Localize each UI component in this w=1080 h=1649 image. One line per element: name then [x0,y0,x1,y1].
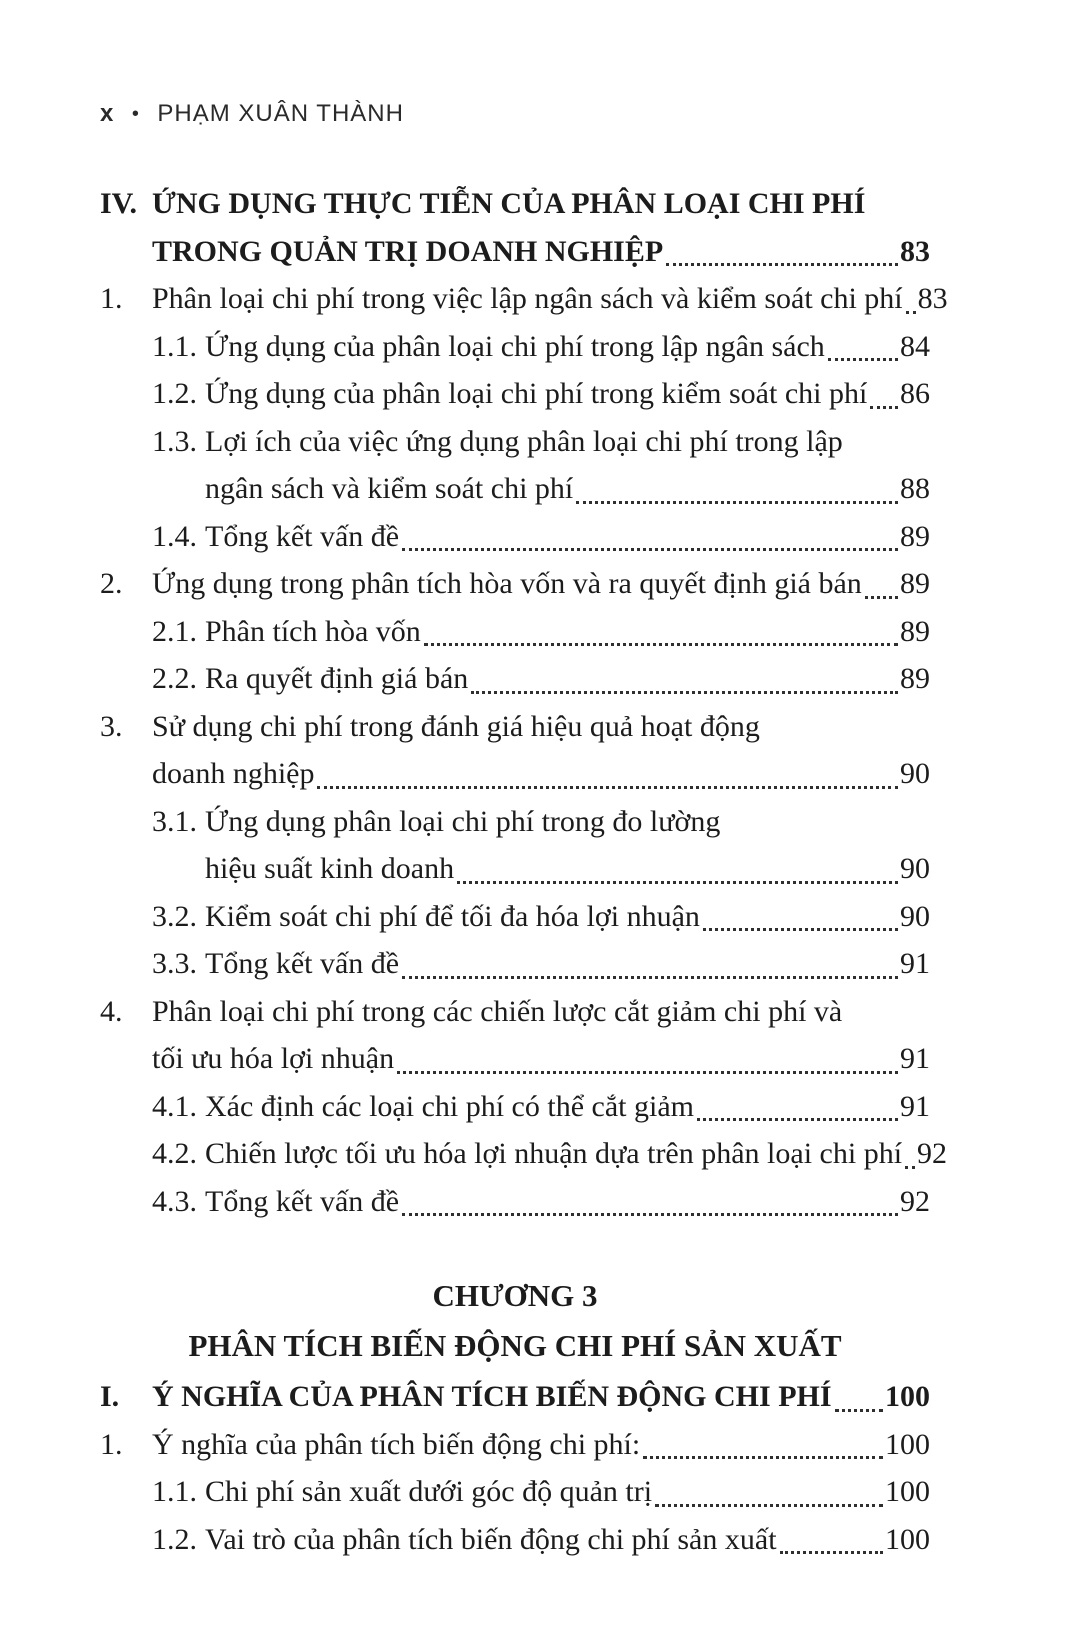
toc-entry-number: 1. [100,1427,123,1461]
toc-entry-text: tối ưu hóa lợi nhuận [152,1042,395,1075]
toc-entry-number [100,465,205,513]
toc-entry-number: IV. [100,187,137,220]
toc-entry-number: 1.2. [152,1522,197,1556]
toc-entry [100,940,930,988]
toc-page-number: 91 [900,1042,930,1075]
toc-page-number: 90 [900,852,930,885]
toc-entry [100,845,930,893]
toc-entry-text: Lợi ích của việc ứng dụng phân loại chi phí trong lập [205,424,843,458]
toc-entry-body [205,323,930,371]
toc-page-number: 91 [900,1089,930,1123]
toc-entry [100,275,948,323]
toc-entry-body [205,845,930,893]
toc-entry-body [205,940,930,988]
toc-entry-body [152,1373,930,1421]
dotted-leader [703,893,898,932]
toc-entry [100,180,930,228]
toc-entry-text: Phân tích hòa vốn [205,614,421,648]
toc-entry-text: Ý nghĩa của phân tích biến động chi phí: [152,1427,641,1461]
toc-entry-body [205,655,930,703]
toc-page-number: 89 [900,519,930,553]
header-bullet-separator: • [131,102,140,125]
toc-entry-text: Chiến lược tối ưu hóa lợi nhuận dựa trên phân loại chi phí [205,1137,903,1170]
toc-page-number: 83 [900,234,930,268]
dotted-leader [397,1035,898,1074]
toc-entry-text: Tổng kết vấn đề [205,947,400,980]
toc-entry [100,1035,930,1083]
toc-entry-number: 2. [100,567,123,600]
toc-entry [100,228,930,276]
toc-entry-number: 3.1. [152,804,197,838]
toc-entry [100,1083,930,1131]
toc-entry [100,750,930,798]
toc-entry-body [205,370,930,418]
toc-entry-body [205,1516,930,1564]
toc-entry-number: 1. [100,282,123,315]
toc-entry [100,988,930,1036]
dotted-leader [870,370,898,409]
toc-entry [100,370,930,418]
toc-entry [100,1373,930,1421]
dotted-leader [424,608,898,647]
toc-entry-text: Sử dụng chi phí trong đánh giá hiệu quả hoạt động [152,709,760,743]
toc-entry [100,1178,930,1226]
chapter-number-heading: CHƯƠNG 3 [432,1278,598,1313]
toc-entry-body [205,798,930,846]
toc-entry-text: ỨNG DỤNG THỰC TIỄN CỦA PHÂN LOẠI CHI PHÍ [152,187,866,220]
toc-entry-text: Kiểm soát chi phí để tối đa hóa lợi nhuận [205,899,700,933]
toc-entry-text: Chi phí sản xuất dưới góc độ quản trị [205,1475,653,1508]
running-header [100,100,930,128]
dotted-leader [402,940,898,979]
toc-entry [100,1468,930,1516]
toc-entry-number: 1.1. [152,1475,197,1508]
toc-entry-text: TRONG QUẢN TRỊ DOANH NGHIỆP [152,234,664,268]
toc-entry-body [205,1178,930,1226]
toc-entry-body [205,1083,930,1131]
toc-entry [100,703,930,751]
toc-page-number: 89 [900,614,930,648]
toc-entry-body [152,228,930,276]
toc-entry-body [205,418,930,466]
toc-entry-text: Ứng dụng của phân loại chi phí trong kiểm soát chi phí [205,377,868,410]
toc-entry [100,1130,948,1178]
toc-entry-text: Ứng dụng của phân loại chi phí trong lập ngân sách [205,329,825,363]
toc-entry-text: Vai trò của phân tích biến động chi phí sản xuất [205,1522,777,1556]
dotted-leader [905,1130,915,1169]
toc-entry-number: 3.3. [152,947,197,980]
dotted-leader [865,560,898,599]
toc-entry-body [152,703,930,751]
toc-entry-body [152,750,930,798]
toc-entry-text: Phân loại chi phí trong việc lập ngân sách và kiểm soát chi phí [152,282,903,315]
dotted-leader [576,465,898,504]
toc-entry-text: Ý NGHĨA CỦA PHÂN TÍCH BIẾN ĐỘNG CHI PHÍ [152,1380,832,1413]
toc-entry-number [100,1035,152,1083]
toc-entry-body [152,180,930,228]
toc-entry-text: Ứng dụng trong phân tích hòa vốn và ra quyết định giá bán [152,567,862,600]
page-folio: x [100,100,114,127]
toc-entry-number [100,845,205,893]
toc-entry-number [100,228,152,276]
dotted-leader [457,845,898,884]
toc-page-number: 91 [900,947,930,980]
toc-entry-body [152,275,948,323]
toc-entry-text: Xác định các loại chi phí có thể cắt giảm [205,1089,694,1123]
chapter-title-heading: PHÂN TÍCH BIẾN ĐỘNG CHI PHÍ SẢN XUẤT [188,1328,842,1363]
toc-entry [100,798,930,846]
toc-page-number: 88 [900,472,930,505]
toc-page-number: 100 [885,1522,930,1556]
toc-list [100,180,948,1563]
toc-entry-body [205,608,930,656]
toc-entry-text: Phân loại chi phí trong các chiến lược cắt giảm chi phí và [152,994,843,1028]
toc-entry [100,465,930,513]
toc-entry-number: 4.2. [152,1137,197,1170]
toc-entry-number: 2.1. [152,614,197,648]
toc-page-number: 100 [885,1475,930,1508]
toc-entry-number: 1.1. [152,329,197,363]
toc-page-number: 86 [900,377,930,410]
toc-entry [100,323,930,371]
toc-entry [100,1421,930,1469]
dotted-leader [835,1373,883,1412]
toc-entry [100,560,930,608]
toc-entry-text: ngân sách và kiểm soát chi phí [205,472,574,505]
toc-entry-text: Ra quyết định giá bán [205,662,469,695]
dotted-leader [317,750,898,789]
toc-entry-number: 4.1. [152,1089,197,1123]
dotted-leader [697,1083,898,1122]
toc-entry-number: 1.2. [152,377,197,410]
toc-entry-text: doanh nghiệp [152,757,315,790]
toc-page-number: 92 [900,1184,930,1218]
running-title-author: PHẠM XUÂN THÀNH [157,100,404,127]
toc-entry-text: Tổng kết vấn đề [205,1184,400,1218]
toc-entry-number: 4. [100,994,123,1028]
dotted-leader [402,513,898,552]
toc-entry [100,655,930,703]
toc-entry-body [152,1421,930,1469]
toc-page-number: 83 [917,282,948,315]
toc-page-number: 100 [885,1380,930,1413]
toc-entry [100,608,930,656]
toc-entry-body [152,560,930,608]
toc-entry [100,418,930,466]
toc-entry-number: 2.2. [152,662,197,695]
toc-entry [100,1516,930,1564]
toc-page-number: 90 [900,899,930,933]
toc-entry-body [152,1035,930,1083]
toc-page-number: 100 [885,1427,930,1461]
toc-entry [100,513,930,561]
toc-entry-body [205,513,930,561]
toc-page-number: 92 [917,1137,948,1170]
dotted-leader [471,655,898,694]
dotted-leader [643,1421,883,1460]
toc-entry-body [205,893,930,941]
toc-entry-number: 1.4. [152,519,197,553]
toc-entry-number: 4.3. [152,1184,197,1218]
toc-page-number: 90 [900,757,930,790]
toc-entry-number: 3. [100,709,123,743]
toc-page-number: 89 [900,662,930,695]
dotted-leader [666,228,898,267]
toc-entry-body [152,988,930,1036]
toc-entry-number: I. [100,1380,120,1413]
toc-entry [100,893,930,941]
toc-entry-text: Ứng dụng phân loại chi phí trong đo lường [205,804,721,838]
toc-entry-body [205,1130,948,1178]
toc-entry-body [205,1468,930,1516]
dotted-leader [906,275,916,314]
toc-entry-number [100,750,152,798]
toc-entry-text: hiệu suất kinh doanh [205,852,455,885]
dotted-leader [402,1178,898,1217]
toc-entry-number: 3.2. [152,899,197,933]
toc-entry-text: Tổng kết vấn đề [205,519,400,553]
toc-entry-number: 1.3. [152,424,197,458]
toc-entry-body [205,465,930,513]
dotted-leader [780,1516,883,1555]
dotted-leader [655,1468,883,1507]
toc-page-number: 84 [900,329,930,363]
dotted-leader [828,323,898,362]
toc-page-number: 89 [900,567,930,600]
